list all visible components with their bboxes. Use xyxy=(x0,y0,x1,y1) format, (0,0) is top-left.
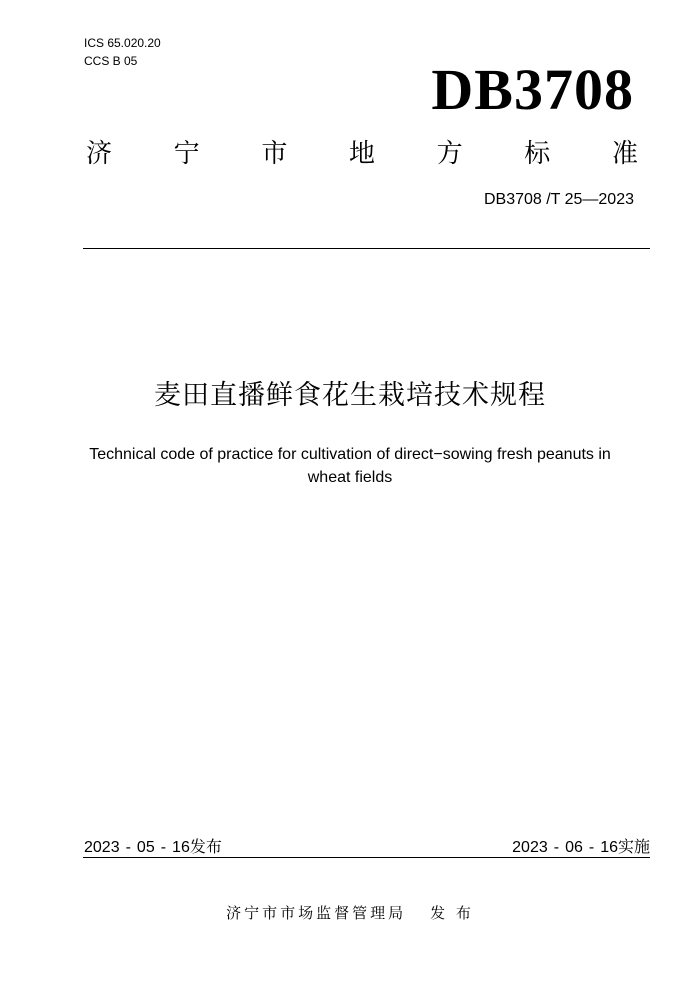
standard-type-char: 标 xyxy=(524,139,551,169)
standard-type-char: 方 xyxy=(436,139,463,169)
issuer-line xyxy=(0,902,700,924)
standard-number: DB3708 /T 25—2023 xyxy=(483,191,634,208)
date-separator: - xyxy=(553,839,560,856)
issue-day: 16 xyxy=(172,839,190,856)
standard-type-char: 济 xyxy=(86,139,113,169)
implement-label: 实施 xyxy=(617,839,650,856)
ccs-code: CCS B 05 xyxy=(84,54,138,68)
issuer-action: 发 布 xyxy=(430,904,474,922)
implement-month: 06 xyxy=(565,839,583,856)
issue-year: 2023 xyxy=(84,839,120,856)
date-separator: - xyxy=(588,839,595,856)
standard-type-heading xyxy=(86,138,638,170)
implement-date xyxy=(512,838,650,858)
standard-type-char: 市 xyxy=(261,139,288,169)
issue-month: 05 xyxy=(136,839,155,856)
standard-type-char: 地 xyxy=(348,139,375,169)
title-english: Technical code of practice for cultivation of direct−sowing fresh peanuts in wheat fields xyxy=(89,446,611,486)
implement-day: 16 xyxy=(600,839,618,856)
implement-year: 2023 xyxy=(512,839,548,856)
ics-code: ICS 65.020.20 xyxy=(84,36,161,50)
standard-type-char: 准 xyxy=(611,139,638,169)
db-code: DB3708 xyxy=(431,57,634,122)
title-chinese: 麦田直播鲜食花生栽培技术规程 xyxy=(154,380,546,411)
date-separator: - xyxy=(125,839,131,856)
standard-type-char: 宁 xyxy=(173,139,200,169)
top-divider xyxy=(83,248,650,249)
issue-label: 发布 xyxy=(189,839,222,856)
date-separator: - xyxy=(160,839,167,856)
issuer-organization: 济宁市市场监督管理局 xyxy=(226,904,407,922)
issue-date xyxy=(84,838,222,858)
bottom-divider xyxy=(83,857,650,858)
